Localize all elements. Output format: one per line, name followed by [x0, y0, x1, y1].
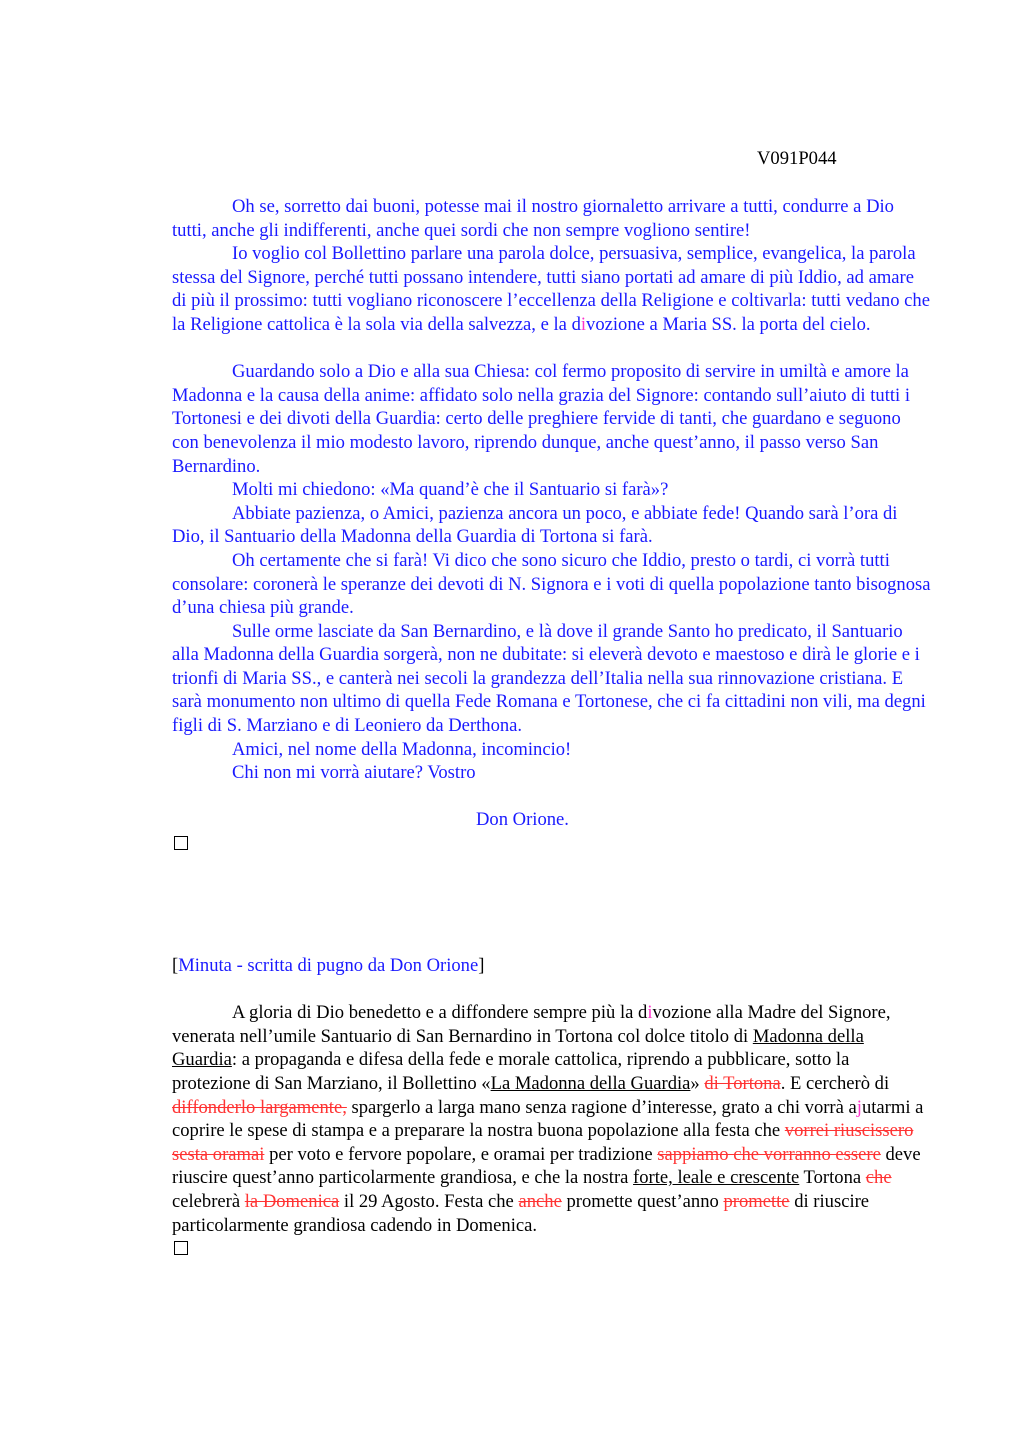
- letter-paragraph: Amici, nel nome della Madonna, incomincio!: [232, 738, 572, 760]
- letter-paragraph: Abbiate pazienza, o Amici, pazienza ancora un poco, e abbiate fede! Quando sarà l’ora di Dio, il Santuario della Madonna della Guardia di Tortona si farà.: [172, 502, 898, 548]
- underlined-text: forte, leale e crescente: [633, 1167, 800, 1189]
- text-run: deve riuscire quest’anno particolarmente grandiosa, e che la nostra: [172, 1143, 921, 1189]
- text-run: spargerlo a larga mano senza ragione d’interesse, grato a chi vorrà a: [346, 1096, 857, 1118]
- correction-letter: i: [647, 1002, 653, 1024]
- text-run: il 29 Agosto. Festa che: [339, 1190, 519, 1212]
- text-run: vozione alla Madre del Signore, venerata nell’umile Santuario di San Bernardino in Tortona col dolce titolo di: [172, 1002, 891, 1047]
- correction-letter: j: [856, 1096, 862, 1118]
- text-run: vozione a Maria SS. la porta del cielo.: [586, 313, 871, 335]
- underlined-text: La Madonna della Guardia: [490, 1072, 691, 1094]
- letter-paragraph: Oh certamente che si farà! Vi dico che sono sicuro che Iddio, presto o tardi, ci vorrà tutti consolare: coronerà le speranze dei devoti di N. Signora e i voti di quella popolazione tanto bisognosa d’una chiesa più grande.: [172, 549, 931, 619]
- checkbox-symbol: [174, 836, 188, 850]
- heading-text: Minuta - scritta di pugno da Don Orione: [178, 955, 479, 976]
- text-run: di riuscire particolarmente grandiosa cadendo in Domenica.: [172, 1190, 870, 1236]
- text-run: per voto e fervore popolare, e oramai per tradizione: [264, 1143, 658, 1165]
- text-run: promette quest’anno: [561, 1190, 724, 1212]
- minuta-section: [172, 954, 932, 1255]
- blank-line: [172, 337, 932, 361]
- struck-text: che: [865, 1167, 892, 1189]
- letter-paragraph: Chi non mi vorrà aiutare? Vostro: [232, 762, 476, 784]
- page-identifier: V091P044: [757, 148, 837, 169]
- blank-line: [172, 785, 932, 809]
- minuta-paragraph: [172, 1001, 932, 1237]
- underlined-text: Madonna della Guardia: [172, 1025, 864, 1071]
- bracket: [: [172, 955, 179, 976]
- text-run: celebrerà: [172, 1190, 245, 1212]
- text-run: . E cercherò di: [780, 1072, 890, 1094]
- text-run: Tortona: [799, 1167, 866, 1189]
- struck-text: la Domenica: [244, 1190, 340, 1212]
- struck-text: diffonderlo largamente,: [172, 1096, 347, 1118]
- text-run: : a propaganda e difesa della fede e morale cattolica, riprendo a pubblicare, sotto la protezione di San Marziano, il Bollettino «: [172, 1049, 850, 1094]
- struck-text: vorrei riuscissero sesta oramai: [172, 1120, 914, 1165]
- text-run: Io voglio col Bollettino parlare una parola dolce, persuasiva, semplice, evangelica, la parola stessa del Signore, perché tutti possano intendere, tutti siano portati ad amare di più Iddio, ad amare di più il prossimo: tutti vogliano riconoscere l’eccellenza della Religione e coltivarla: tutti vedano che la Religione cattolica è la sola via della salvezza, e la d: [172, 243, 930, 335]
- signature: Don Orione.: [476, 809, 569, 831]
- checkbox-symbol: [174, 1241, 188, 1255]
- minuta-heading: [172, 954, 932, 978]
- struck-text: di Tortona: [704, 1072, 781, 1094]
- text-run: A gloria di Dio benedetto e a diffondere sempre più la d: [232, 1002, 648, 1024]
- struck-text: anche: [518, 1190, 562, 1212]
- letter-section: [172, 195, 932, 850]
- correction-letter: i: [580, 313, 587, 335]
- struck-text: sappiamo che vorranno essere: [657, 1143, 881, 1165]
- letter-paragraph: Guardando solo a Dio e alla sua Chiesa: col fermo proposito di servire in umiltà e amore la Madonna e la causa della anime: affidato solo nella grazia del Signore: contando sull’aiuto di tutti i Tortonesi e dei divoti della Guardia: certo delle preghiere fervide di tanti, che guardano e seguono con benevolenza il mio modesto lavoro, riprendo dunque, anche quest’anno, il passo verso San Bernardino.: [172, 361, 911, 477]
- text-run: »: [690, 1072, 705, 1094]
- struck-text: promette: [723, 1190, 790, 1212]
- letter-paragraph: Oh se, sorretto dai buoni, potesse mai il nostro giornaletto arrivare a tutti, condurre a Dio tutti, anche gli indifferenti, anche quei sordi che non sempre vogliono sentire!: [172, 196, 894, 241]
- bracket: ]: [478, 955, 485, 976]
- blank-line: [172, 978, 932, 1002]
- letter-paragraph: [172, 242, 932, 336]
- text-run: utarmi a coprire le spese di stampa e a preparare la nostra buona popolazione alla festa che: [172, 1096, 924, 1142]
- letter-paragraph: Molti mi chiedono: «Ma quand’è che il Santuario si farà»?: [232, 479, 669, 501]
- letter-paragraph: Sulle orme lasciate da San Bernardino, e là dove il grande Santo ho predicato, il Santuario alla Madonna della Guardia sorgerà, non ne dubitate: si eleverà devoto e maestoso e dirà le glorie e i trionfi di Maria SS., e canterà nei secoli la grandezza dell’Italia nella sua rinnovazione cristiana. E sarà monumento non ultimo di quella Fede Romana e Tortonese, che ci fa cittadini non vili, ma degni figli di S. Marziano e di Leoniero da Derthona.: [172, 620, 926, 737]
